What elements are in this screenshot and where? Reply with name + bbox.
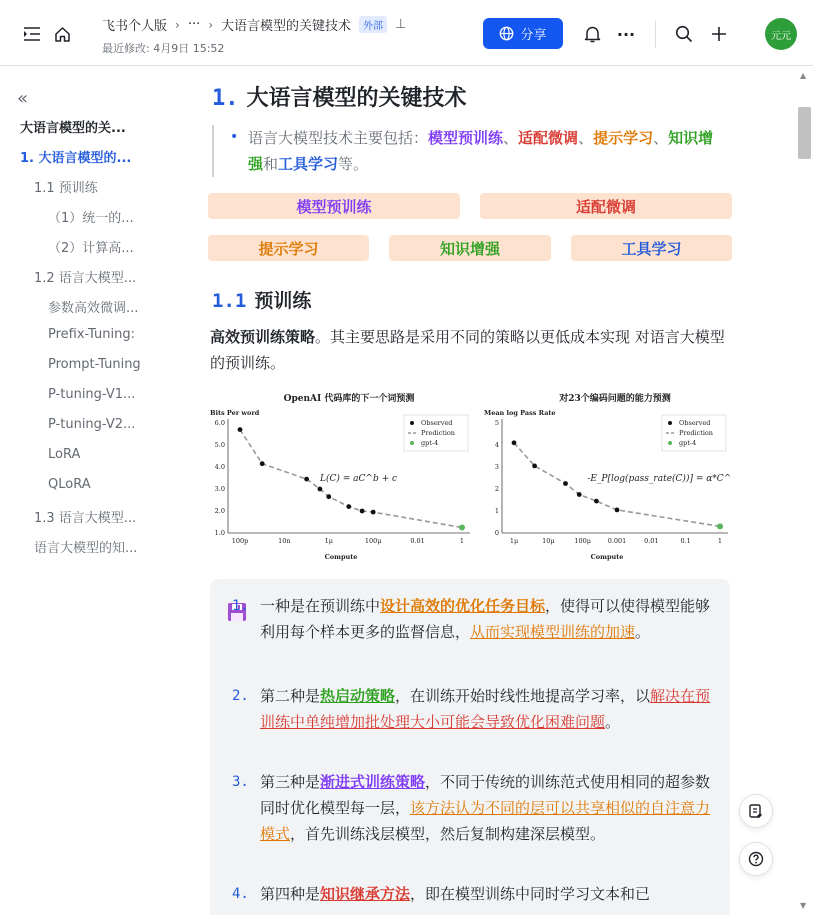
chevron-right-icon: ›: [208, 17, 214, 32]
pill-finetune[interactable]: 适配微调: [480, 193, 732, 219]
breadcrumb-more[interactable]: ···: [187, 17, 201, 32]
heading-number: 1.: [212, 86, 239, 111]
divider: [655, 20, 656, 48]
toc-item-compute[interactable]: （2）计算高...: [48, 241, 134, 256]
observed-point: [532, 464, 537, 469]
legend-label: Prediction: [679, 429, 713, 437]
chart-title: 对23个编码问题的能力预测: [559, 394, 671, 404]
paragraph[interactable]: 高效预训练策略。其主要思路是采用不同的策略以更低成本实现 对语言大模型的预训练。: [210, 328, 725, 372]
search-icon[interactable]: [674, 24, 694, 44]
observed-point: [238, 427, 243, 432]
heading-text: 预训练: [254, 290, 312, 312]
y-tick-label: 4: [494, 441, 499, 449]
legend-observed-marker: [668, 421, 672, 425]
scroll-up-arrow-icon[interactable]: ▲: [800, 71, 807, 80]
bell-icon[interactable]: [582, 24, 602, 44]
chart-title: OpenAI 代码库的下一个词预测: [283, 394, 415, 404]
heading-number: 1.1: [212, 290, 247, 312]
y-tick-label: 3.0: [214, 485, 225, 493]
y-tick-label: 2: [494, 485, 499, 493]
chevron-right-icon: ›: [175, 17, 180, 32]
observed-point: [594, 499, 599, 504]
toc-item-ptv2[interactable]: P-tuning-V2...: [48, 417, 136, 432]
x-tick-label: 100p: [231, 537, 249, 545]
list-item[interactable]: 3. 第三种是渐进式训练策略，不同于传统的训练范式使用相同的超参数同时优化模型每一层，该方法认为不同的层可以共享相似的自注意力模式，首先训练浅层模型，然后复制构建深层模型。: [232, 773, 711, 843]
y-tick-label: 1: [494, 507, 499, 515]
x-tick-label: 0.1: [680, 537, 691, 545]
pill-knowledge[interactable]: 知识增强: [389, 235, 551, 261]
gpt4-point: [459, 525, 465, 531]
legend-observed-marker: [410, 421, 414, 425]
x-tick-label: 100μ: [574, 537, 591, 545]
toc-item-h1[interactable]: 1. 大语言模型的...: [20, 151, 132, 166]
scrollbar[interactable]: [796, 67, 813, 915]
document-body: [196, 67, 796, 915]
outline-sidebar: [0, 67, 190, 915]
legend-label: gpt-4: [679, 439, 697, 447]
figure-image[interactable]: [210, 387, 730, 567]
x-tick-label: 1: [459, 537, 465, 545]
y-tick-label: 2.0: [214, 507, 225, 515]
external-badge: 外部: [359, 16, 387, 33]
toc-item-knowledge[interactable]: 语言大模型的知...: [34, 541, 138, 556]
observed-point: [346, 504, 351, 509]
y-axis-label: Bits Per word: [210, 409, 260, 417]
list-item[interactable]: 1. 一种是在预训练中设计高效的优化任务目标，使得可以使得模型能够利用每个样本更多的监督信息，从而实现模型训练的加速。: [232, 597, 711, 641]
help-icon[interactable]: [739, 842, 773, 876]
quote-block[interactable]: [212, 125, 722, 177]
toc-item-unified[interactable]: （1）统一的...: [48, 211, 134, 226]
scroll-down-arrow-icon[interactable]: ▼: [800, 901, 807, 910]
y-tick-label: 0: [494, 529, 499, 537]
x-tick-label: 0.01: [644, 537, 659, 545]
chart-annotation: -E_P[log(pass_rate(C))] = α*C^-k: [587, 474, 730, 484]
y-axis-label: Mean log Pass Rate: [484, 409, 556, 417]
observed-point: [260, 461, 265, 466]
toc-item-lora[interactable]: LoRA: [48, 447, 81, 462]
outline-toggle-icon[interactable]: [22, 24, 42, 44]
observed-point: [577, 492, 582, 497]
term-finetune: 适配微调: [518, 129, 579, 147]
x-tick-label: 1: [717, 537, 723, 545]
quote-text: 语言大模型技术主要包括：模型预训练、适配微调、提示学习、知识增强和工具学习等。: [248, 129, 714, 173]
pill-prompt[interactable]: 提示学习: [208, 235, 369, 261]
toc-item-prefix[interactable]: Prefix-Tuning:: [48, 327, 135, 342]
gpt4-point: [717, 523, 723, 529]
observed-point: [371, 510, 376, 515]
observed-point: [615, 508, 620, 513]
x-tick-label: 10n: [278, 537, 291, 545]
para-bold: 高效预训练策略: [210, 328, 316, 346]
list-item[interactable]: 4. 第四种是知识继承方法，即在模型训练中同时学习文本和已: [232, 885, 651, 903]
x-tick-label: 100μ: [364, 537, 382, 545]
legend-gpt4-marker: [668, 441, 672, 445]
top-bar: [0, 0, 813, 66]
chart-annotation: L(C) = aC^b + c: [320, 474, 398, 484]
breadcrumb: [102, 15, 406, 34]
observed-point: [563, 481, 568, 486]
scrollbar-thumb[interactable]: [798, 107, 811, 159]
avatar[interactable]: 元元: [765, 18, 797, 50]
term-tool: 工具学习: [278, 155, 339, 173]
pill-pretraining[interactable]: 模型预训练: [208, 193, 460, 219]
collapse-sidebar-icon[interactable]: «: [17, 88, 29, 109]
comment-icon[interactable]: [739, 794, 773, 828]
home-icon[interactable]: [52, 24, 72, 44]
toc-item-ptv1[interactable]: P-tuning-V1...: [48, 387, 136, 402]
toc-item-qlora[interactable]: QLoRA: [48, 477, 91, 492]
toc-item-prompt[interactable]: Prompt-Tuning: [48, 357, 141, 372]
y-tick-label: 1.0: [214, 529, 225, 537]
y-tick-label: 5: [494, 419, 499, 427]
y-tick-label: 4.0: [214, 463, 225, 471]
observed-point: [512, 440, 517, 445]
toc-item-1-3[interactable]: 1.3 语言大模型...: [34, 511, 137, 526]
share-button[interactable]: [483, 18, 563, 49]
heading-2[interactable]: [212, 286, 311, 313]
bullet-icon: •: [230, 129, 239, 145]
more-icon[interactable]: ···: [616, 24, 636, 44]
pin-icon[interactable]: ⊥: [395, 17, 407, 32]
y-tick-label: 3: [494, 463, 499, 471]
breadcrumb-doc[interactable]: 大语言模型的关键技术: [221, 19, 352, 34]
breadcrumb-space[interactable]: 飞书个人版: [102, 19, 168, 34]
legend-label: Observed: [421, 419, 453, 427]
callout-block[interactable]: [210, 579, 730, 915]
x-axis-label: Compute: [590, 553, 624, 561]
x-tick-label: 1μ: [509, 537, 519, 545]
list-item[interactable]: 2. 第二种是热启动策略，在训练开始时线性地提高学习率，以解决在预训练中单纯增加批处理大小可能会导致优化困难问题。: [232, 687, 711, 731]
legend-label: Prediction: [421, 429, 455, 437]
last-modified: 最近修改: 4月9日 15:52: [102, 42, 225, 55]
observed-point: [360, 509, 365, 514]
toc-item-pretraining[interactable]: 1.1 预训练: [34, 181, 98, 196]
toc-item-peft[interactable]: 参数高效微调...: [48, 301, 139, 316]
toc-item-title[interactable]: 大语言模型的关...: [20, 121, 126, 136]
x-tick-label: 10μ: [542, 537, 555, 545]
y-tick-label: 5.0: [214, 441, 225, 449]
term-knowledge: 知识增强: [248, 129, 714, 173]
plus-icon[interactable]: [709, 24, 729, 44]
x-tick-label: 0.01: [410, 537, 425, 545]
x-tick-label: 1μ: [324, 537, 333, 545]
heading-text: 大语言模型的关键技术: [246, 86, 467, 111]
prediction-line: [514, 443, 720, 527]
term-prompt: 提示学习: [593, 129, 654, 147]
legend-gpt4-marker: [410, 441, 414, 445]
x-axis-label: Compute: [324, 553, 358, 561]
toc-item-1-2[interactable]: 1.2 语言大模型...: [34, 271, 137, 286]
observed-point: [326, 494, 331, 499]
x-tick-label: 0.001: [607, 537, 627, 545]
observed-point: [318, 487, 323, 492]
heading-1[interactable]: [212, 81, 467, 112]
y-tick-label: 6.0: [214, 419, 225, 427]
observed-point: [304, 477, 309, 482]
legend-label: Observed: [679, 419, 711, 427]
term-pretraining: 模型预训练: [428, 129, 504, 147]
legend-label: gpt-4: [421, 439, 439, 447]
globe-icon: [499, 26, 514, 41]
share-label: 分享: [520, 28, 547, 43]
pill-tool[interactable]: 工具学习: [571, 235, 732, 261]
